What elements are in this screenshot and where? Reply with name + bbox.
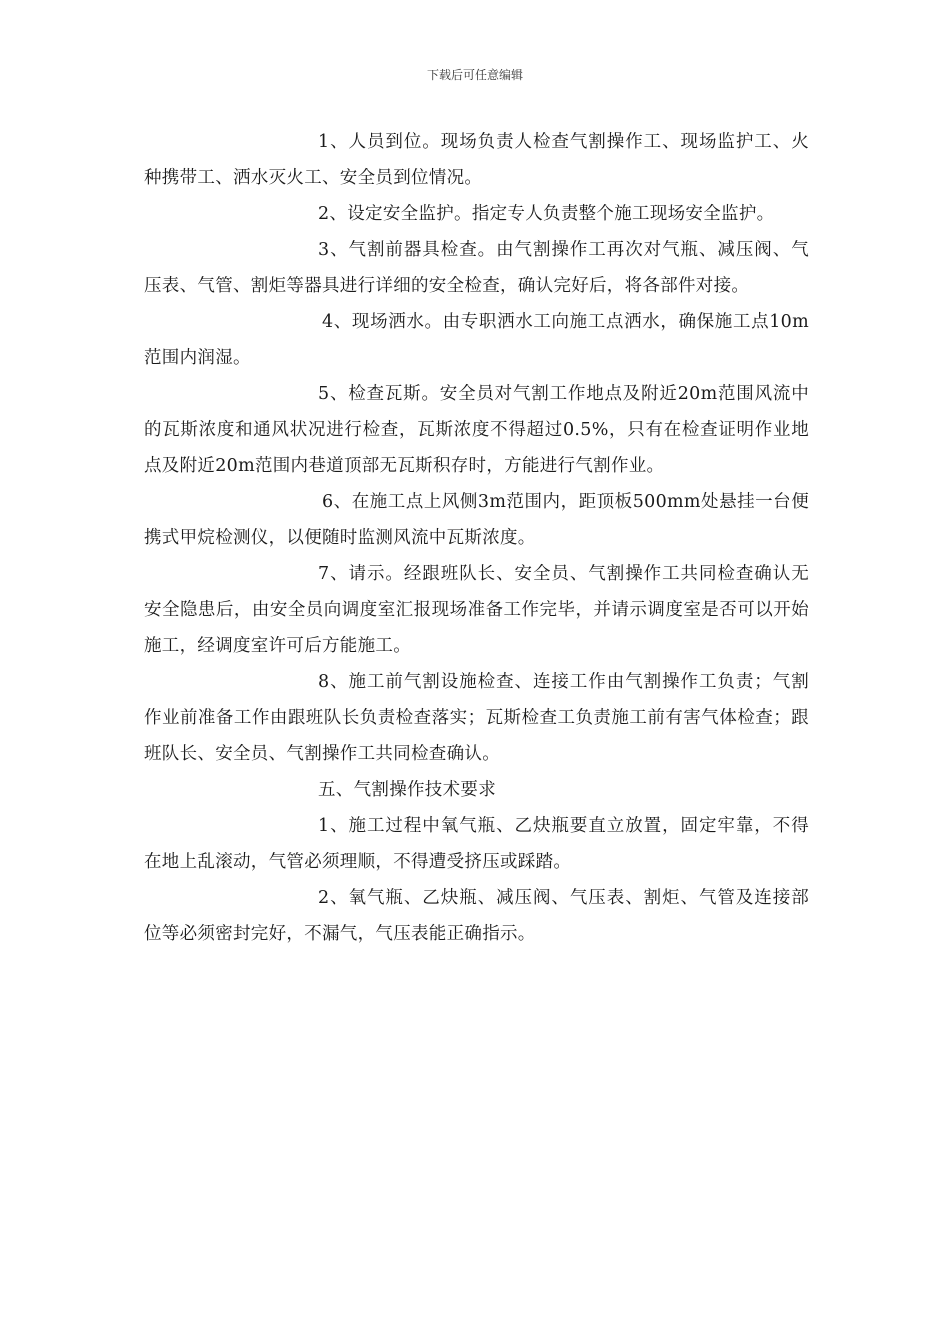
paragraph-sealing: 2、氧气瓶、乙炔瓶、减压阀、气压表、割炬、气管及连接部位等必须密封完好，不漏气，气压表能正确指示。 <box>144 888 809 944</box>
paragraph-gas-check: 5、检查瓦斯。安全员对气割工作地点及附近20m范围风流中的瓦斯浓度和通风状况进行检查，瓦斯浓度不得超过0.5%，只有在检查证明作业地点及附近20m范围内巷道顶部无瓦斯积存时，方能进行气割作业。 <box>144 384 809 476</box>
paragraph-cylinder-placement: 1、施工过程中氧气瓶、乙炔瓶要直立放置，固定牢靠，不得在地上乱滚动，气管必须理顺，不得遭受挤压或踩踏。 <box>144 816 809 872</box>
document-body <box>144 124 809 952</box>
paragraph-safety-monitor: 2、设定安全监护。指定专人负责整个施工现场安全监护。 <box>318 204 775 224</box>
page-header-note: 下载后可任意编辑 <box>426 68 523 82</box>
paragraph-request: 7、请示。经跟班队长、安全员、气割操作工共同检查确认无安全隐患后，由安全员向调度室汇报现场准备工作完毕，并请示调度室是否可以开始施工，经调度室许可后方能施工。 <box>144 564 809 656</box>
paragraph-methane-detector: 6、在施工点上风侧3m范围内，距顶板500mm处悬挂一台便携式甲烷检测仪，以便随时监测风流中瓦斯浓度。 <box>144 492 809 548</box>
section-heading: 五、气割操作技术要求 <box>318 780 496 800</box>
paragraph-equipment-check: 3、气割前器具检查。由气割操作工再次对气瓶、减压阀、气压表、气管、割炬等器具进行详细的安全检查，确认完好后，将各部件对接。 <box>144 240 809 296</box>
paragraph-responsibility: 8、施工前气割设施检查、连接工作由气割操作工负责；气割作业前准备工作由跟班队长负责检查落实；瓦斯检查工负责施工前有害气体检查；跟班队长、安全员、气割操作工共同检查确认。 <box>144 672 809 764</box>
paragraph-personnel: 1、人员到位。现场负责人检查气割操作工、现场监护工、火种携带工、洒水灭火工、安全员到位情况。 <box>144 132 809 188</box>
paragraph-water-spray: 4、现场洒水。由专职洒水工向施工点洒水，确保施工点10m范围内润湿。 <box>144 312 809 368</box>
